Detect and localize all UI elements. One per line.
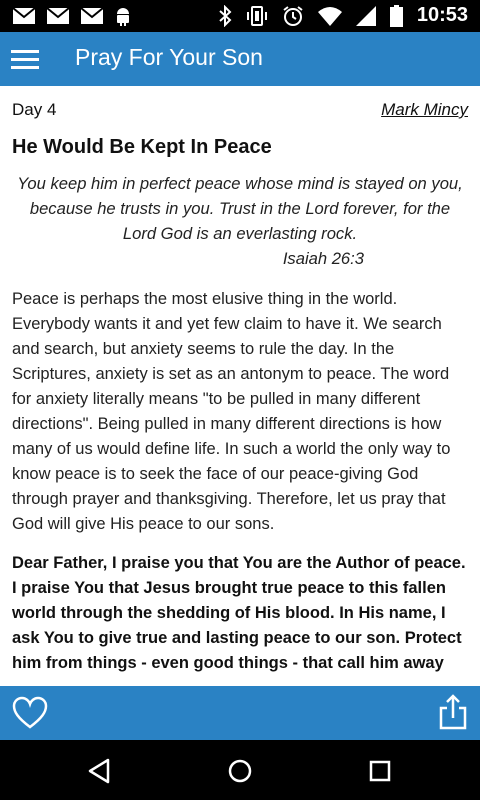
- share-button[interactable]: [438, 694, 468, 730]
- system-nav-bar: [0, 740, 480, 800]
- clock-time: 10:53: [416, 4, 468, 26]
- scripture-verse: [12, 171, 468, 271]
- android-icon: [114, 6, 132, 26]
- back-button[interactable]: [86, 757, 114, 785]
- day-row: [12, 86, 468, 132]
- system-icons: [218, 4, 468, 27]
- share-icon: [438, 694, 468, 730]
- vibrate-icon: [246, 5, 268, 27]
- bottom-action-bar: [0, 686, 480, 740]
- mail-icon: [80, 7, 104, 25]
- verse-reference: Isaiah 26:3: [282, 249, 364, 268]
- app-title: Pray For Your Son: [75, 44, 263, 70]
- recents-square-icon: [366, 757, 394, 785]
- devotional-content[interactable]: [0, 86, 480, 686]
- status-bar: [0, 0, 480, 32]
- app-bar: [0, 32, 480, 86]
- home-button[interactable]: [226, 757, 254, 785]
- back-triangle-icon: [86, 757, 114, 785]
- notification-icons: [12, 6, 132, 26]
- verse-text: You keep him in perfect peace whose mind is stayed on you, because he trusts in you. Trust in the Lord forever, for the Lord God is an everlasting rock.: [17, 174, 463, 243]
- devotional-heading: He Would Be Kept In Peace: [12, 136, 272, 158]
- home-circle-icon: [226, 757, 254, 785]
- author-link[interactable]: Mark Mincy: [381, 100, 468, 119]
- mail-icon: [46, 7, 70, 25]
- bluetooth-icon: [218, 5, 232, 27]
- mail-icon: [12, 7, 36, 25]
- menu-button[interactable]: [10, 44, 40, 74]
- alarm-icon: [282, 5, 304, 27]
- signal-icon: [356, 6, 376, 26]
- devotional-body: Peace is perhaps the most elusive thing in the world. Everybody wants it and yet few claim to have it. We search and search, but anxiety seems to rule the day. In the Scriptures, anxiety is set as an antonym to peace. The word for anxiety literally means "to be pulled in many different directions". Being pulled in many different directions is how many of us would define life. In such a world the only way to know peace is to seek the face of our peace-giving God through prayer and thanksgiving. Therefore, let us pray that God will give His peace to our sons.: [12, 290, 451, 533]
- recents-button[interactable]: [366, 757, 394, 785]
- prayer-text: Dear Father, I praise you that You are the Author of peace. I praise You that Jesus brought true peace to this fallen world through the shedding of His blood. In His name, I ask You to give true and lasting peace to our son. Protect him from things - even good things - that call him away: [12, 554, 466, 672]
- favorite-button[interactable]: [12, 696, 48, 730]
- heart-outline-icon: [12, 696, 48, 730]
- day-label: Day 4: [12, 100, 57, 119]
- battery-icon: [390, 5, 403, 27]
- wifi-icon: [318, 6, 342, 26]
- hamburger-menu-icon: [10, 44, 40, 74]
